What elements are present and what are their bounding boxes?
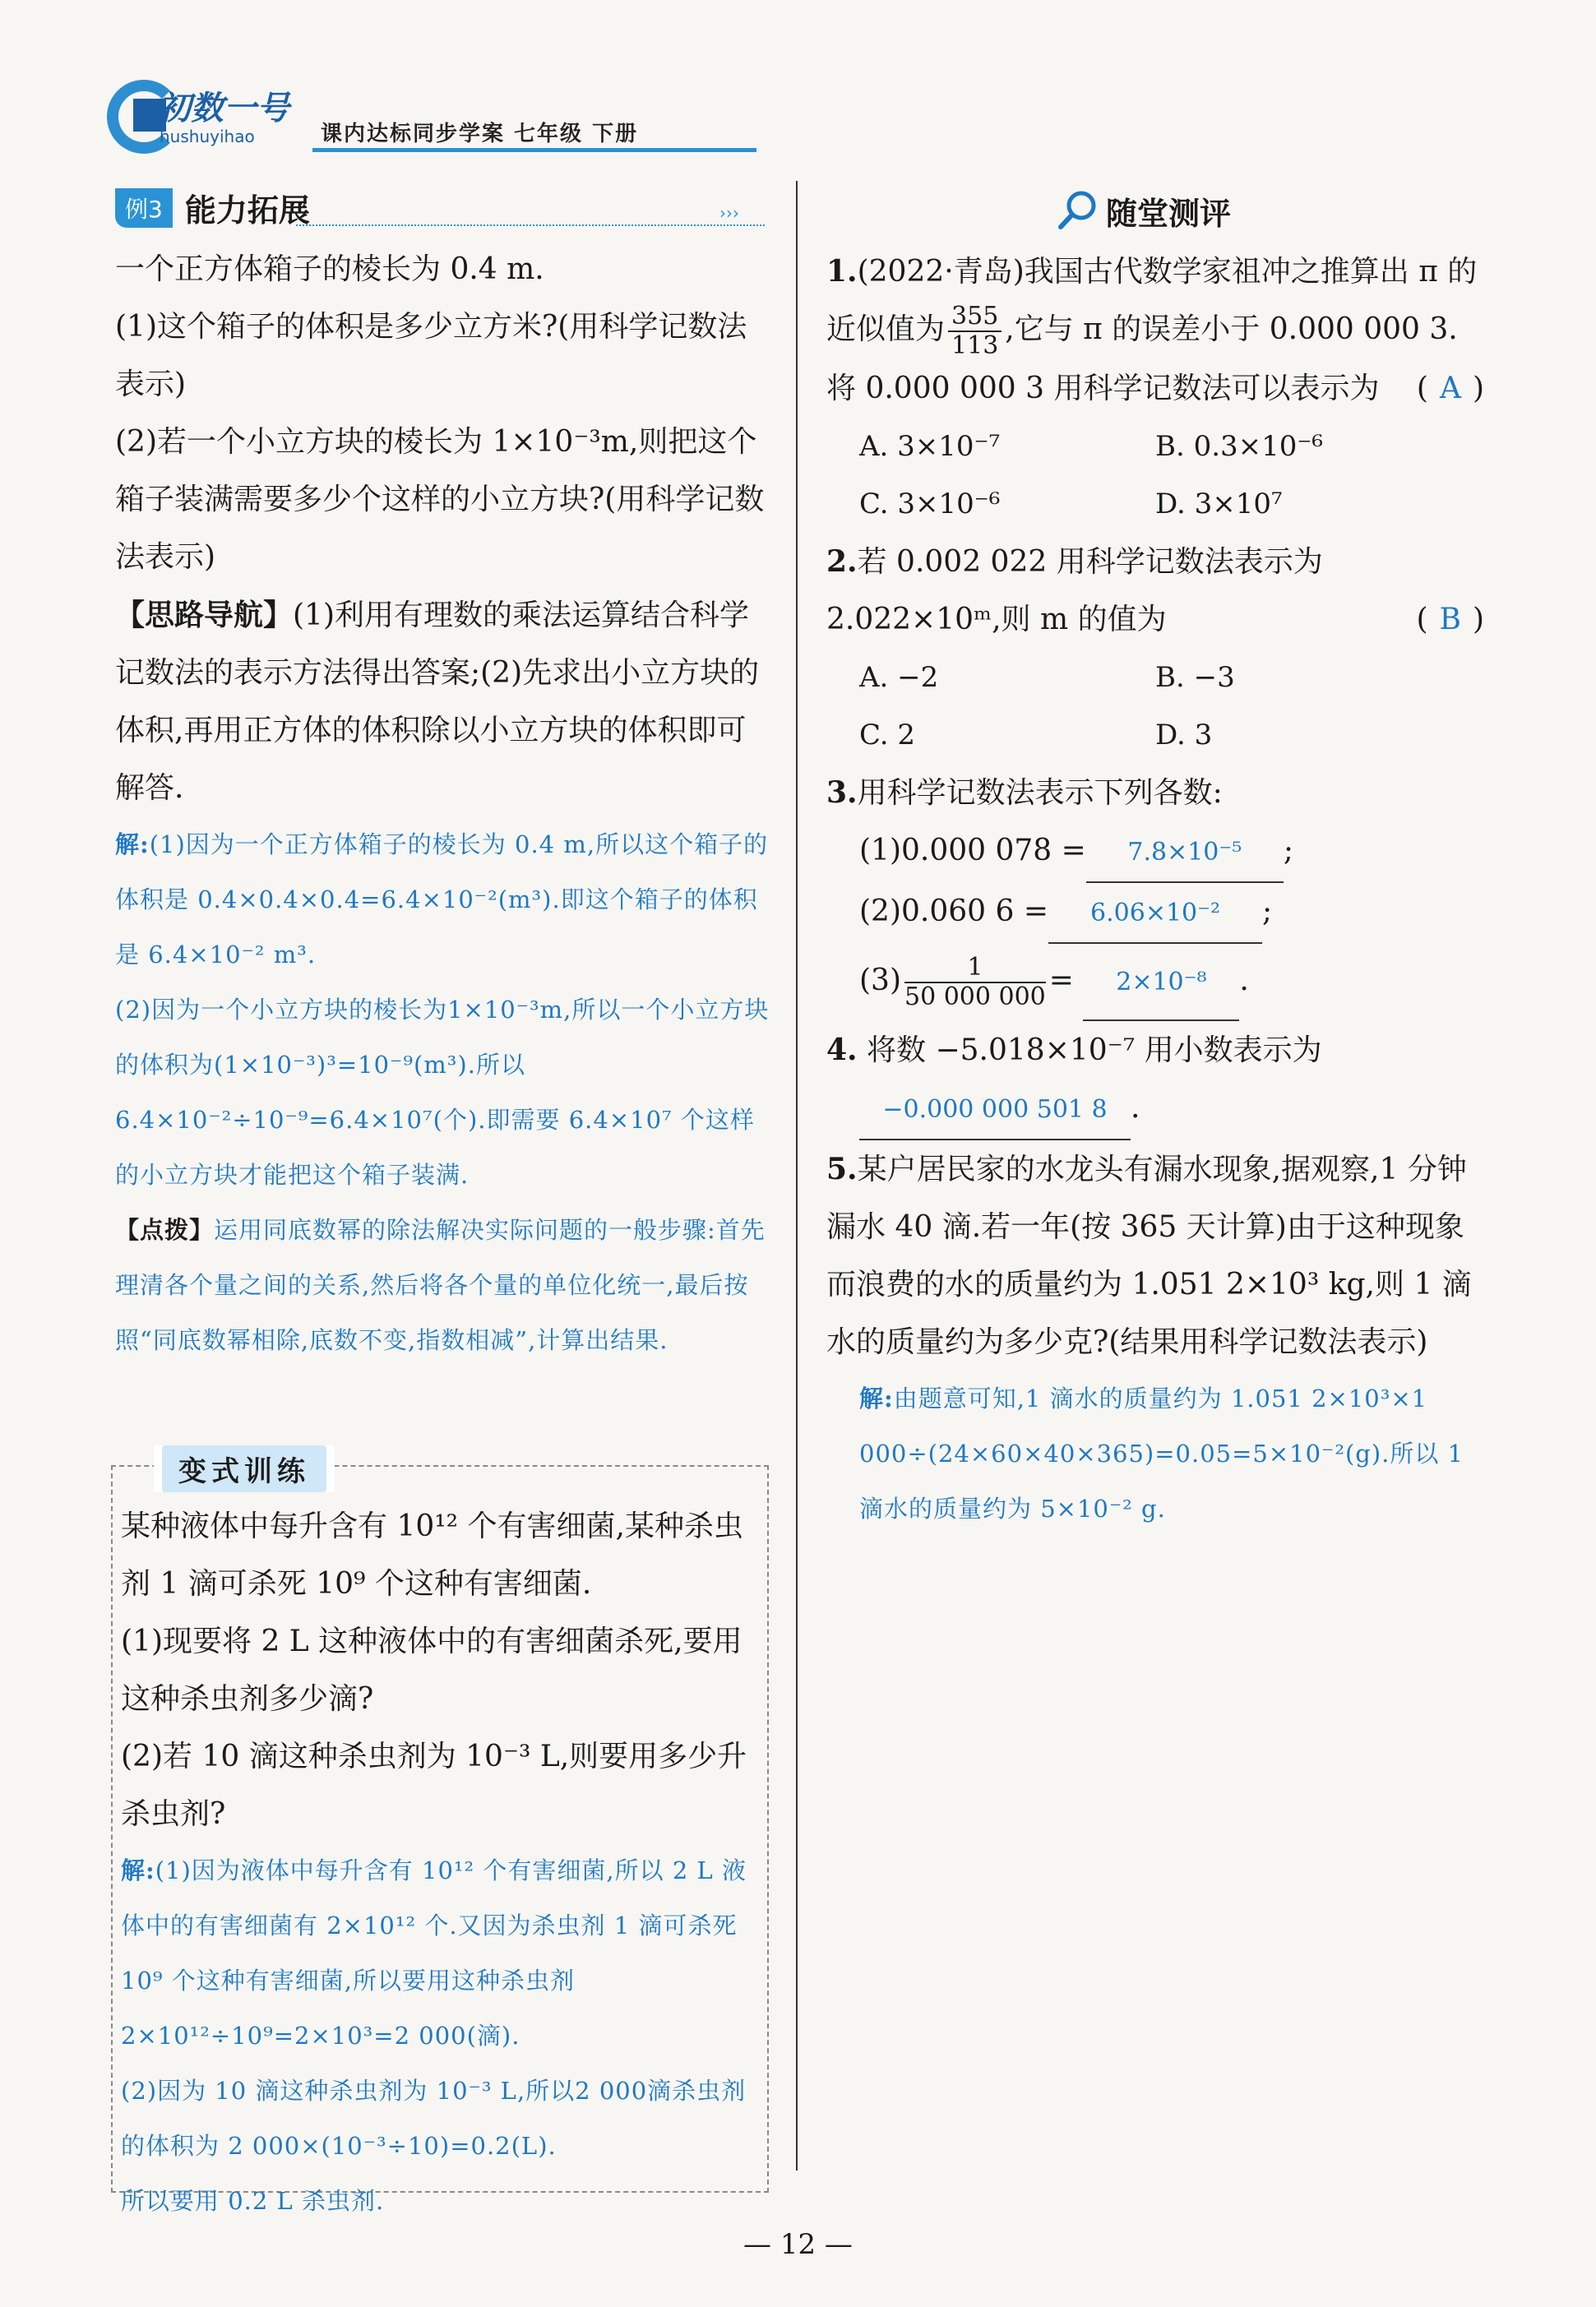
example-question-1: (1)这个箱子的体积是多少立方米?(用科学记数法表示)	[115, 310, 747, 401]
question-3-number: 3.	[826, 775, 858, 810]
question-1-text: (2022·青岛)我国古代数学家祖冲之推算出 π 的近似值为	[826, 255, 1478, 346]
q3-1-answer: 7.8×10⁻⁵	[1086, 824, 1284, 883]
question-1-number: 1.	[826, 254, 858, 289]
q3-3-denominator: 50 000 000	[904, 982, 1046, 1011]
option-d: D. 3	[1155, 719, 1213, 751]
fraction-denominator: 113	[951, 331, 999, 360]
guide-label: 【思路导航】	[115, 598, 294, 632]
brand-name: 初数一号	[158, 90, 289, 127]
variant-tag	[154, 1445, 335, 1492]
question-4-answer-line: −0.000 000 501 8 .	[826, 1080, 1484, 1140]
question-2-number: 2.	[826, 544, 858, 579]
question-4-number: 4.	[826, 1033, 858, 1067]
q3-1-label: (1)0.000 078 =	[859, 834, 1086, 867]
example-heading	[115, 185, 773, 236]
question-1-choice: ( A )	[1416, 372, 1484, 405]
question-5-number: 5.	[826, 1152, 858, 1186]
q3-3-fraction	[904, 954, 1046, 1011]
question-5-solution-label: 解:	[859, 1385, 894, 1412]
chevron-right-icon: ›››	[719, 203, 739, 223]
tip-text: 运用同底数幂的除法解决实际问题的一般步骤:首先理清各个量之间的关系,然后将各个量的单位化统一,最后按照“同底数幂相除,底数不变,指数相减”,计算出结果.	[115, 1216, 766, 1354]
quiz-heading	[826, 185, 1484, 243]
question-1-options	[826, 418, 1484, 475]
variant-stem: 某种液体中每升含有 10¹² 个有害细菌,某种杀虫剂 1 滴可杀死 10⁹ 个这种有害细菌.	[121, 1509, 744, 1601]
question-3	[826, 764, 1484, 822]
variant-solution-text-1: (1)因为液体中每升含有 10¹² 个有害细菌,所以 2 L 液体中的有害细菌有 2×10¹² 个.又因为杀虫剂 1 滴可杀死 10⁹ 个这种有害细菌,所以要用这种杀虫剂 2×10¹²÷10⁹=2×10³=2 000(滴).	[121, 1856, 747, 2050]
quiz-title: 随堂测评	[1106, 196, 1232, 232]
guide-text: (1)利用有理数的乘法运算结合科学记数法的表示方法得出答案;(2)先求出小立方块的体积,再用正方体的体积除以小立方块的体积即可解答.	[115, 599, 760, 805]
solution-part-2: (2)因为一个小立方块的棱长为1×10⁻³m,所以一个小立方块的体积为(1×10⁻³)³=10⁻⁹(m³).所以 6.4×10⁻²÷10⁻⁹=6.4×10⁷(个).即需要 6.4×10⁷ 个这样的小立方块才能把这个箱子装满.	[115, 996, 770, 1189]
q3-3-numerator: 1	[904, 954, 1046, 983]
variant-solution-label: 解:	[121, 1856, 155, 1884]
question-3-part-1: (1)0.000 078 = 7.8×10⁻⁵ ;	[826, 822, 1484, 883]
brand-pinyin: hushuyihao	[160, 127, 255, 146]
variant-content	[121, 1498, 762, 2229]
question-5	[826, 1140, 1484, 1371]
question-1-text-2: ,它与 π 的误差小于 0.000 000 3.将 0.000 000 3 用科学记数法可以表示为	[826, 312, 1458, 405]
variant-solution-1	[121, 1843, 762, 2064]
solution-text-1: (1)因为一个正方体箱子的棱长为 0.4 m,所以这个箱子的体积是 0.4×0.4×0.4=6.4×10⁻²(m³).即这个箱子的体积是 6.4×10⁻² m³.	[115, 830, 769, 969]
question-1-answer: A	[1439, 372, 1461, 405]
variant-tag-label: 变式训练	[162, 1445, 326, 1492]
tip-paragraph	[115, 1203, 773, 1368]
option-c: C. 3×10⁻⁶	[859, 488, 1001, 520]
question-4-answer: −0.000 000 501 8	[859, 1081, 1131, 1140]
left-column	[115, 185, 773, 1368]
question-2-choice: ( B )	[1416, 603, 1484, 636]
question-1	[826, 243, 1484, 418]
option-a: A. 3×10⁻⁷	[859, 430, 1001, 463]
guide-paragraph	[115, 586, 773, 817]
variant-solution-3: 所以要用 0.2 L 杀虫剂.	[121, 2187, 385, 2215]
q3-3-label: (3)	[859, 964, 901, 997]
option-d: D. 3×10⁷	[1155, 488, 1283, 520]
question-4	[826, 1021, 1484, 1080]
example-stem: 一个正方体箱子的棱长为 0.4 m.	[115, 252, 544, 286]
question-1-options-row-2	[826, 475, 1484, 533]
header	[107, 76, 666, 166]
variant-question-1: (1)现要将 2 L 这种液体中的有害细菌杀死,要用这种杀虫剂多少滴?	[121, 1625, 742, 1716]
option-a: A. −2	[859, 661, 939, 694]
option-c: C. 2	[859, 719, 916, 751]
variant-question-2: (2)若 10 滴这种杀虫剂为 10⁻³ L,则要用多少升杀虫剂?	[121, 1740, 747, 1831]
magnifier-icon	[1057, 189, 1098, 230]
example-question-2: (2)若一个小立方块的棱长为 1×10⁻³m,则把这个箱子装满需要多少个这样的小立方块?(用科学记数法表示)	[115, 425, 765, 574]
column-divider	[796, 181, 798, 2171]
question-5-solution	[826, 1371, 1484, 1537]
question-2-options	[826, 649, 1484, 706]
header-rule	[312, 148, 756, 152]
question-5-text: 某户居民家的水龙头有漏水现象,据观察,1 分钟漏水 40 滴.若一年(按 365 天计算)由于这种现象而浪费的水的质量约为 1.051 2×10³ kg,则 1 滴水的质量约为多少克?(结果用科学记数法表示)	[826, 1153, 1472, 1359]
book-subtitle: 课内达标同步学案 七年级 下册	[321, 122, 639, 146]
question-3-text: 用科学记数法表示下列各数:	[857, 776, 1223, 810]
question-5-solution-text: 由题意可知,1 滴水的质量约为 1.051 2×10³×1 000÷(24×60×40×365)=0.05=5×10⁻²(g).所以 1 滴水的质量约为 5×10⁻² g.	[859, 1385, 1464, 1523]
question-2-options-row-2	[826, 706, 1484, 764]
example-title: 能力拓展	[184, 192, 310, 229]
page-number: — 12 —	[743, 2228, 853, 2261]
option-b: B. 0.3×10⁻⁶	[1155, 430, 1323, 463]
variant-solution-2: (2)因为 10 滴这种杀虫剂为 10⁻³ L,所以2 000滴杀虫剂的体积为 2 000×(10⁻³÷10)=0.2(L).	[121, 2077, 747, 2160]
solution-part-1	[115, 817, 773, 982]
right-column	[826, 185, 1484, 1537]
question-2-answer: B	[1439, 603, 1461, 636]
fraction-numerator: 355	[948, 303, 1002, 332]
option-b: B. −3	[1155, 661, 1235, 694]
question-2	[826, 533, 1484, 649]
tip-label: 【点拨】	[115, 1216, 215, 1244]
pi-approx-fraction	[948, 303, 1002, 360]
variant-training-box	[111, 1455, 769, 2215]
question-4-text: 将数 −5.018×10⁻⁷ 用小数表示为	[867, 1033, 1322, 1067]
q3-2-label: (2)0.060 6 =	[859, 895, 1049, 928]
question-2-text: 若 0.002 022 用科学记数法表示为 2.022×10ᵐ,则 m 的值为	[826, 545, 1323, 636]
question-3-part-3: (3) $\frac{1}{50 000 000}$ = 2×10⁻⁸ .	[826, 944, 1484, 1021]
example-tag: 例3	[115, 188, 173, 228]
q3-2-answer: 6.06×10⁻²	[1048, 885, 1262, 944]
heading-rule	[296, 224, 765, 228]
question-3-part-2: (2)0.060 6 = 6.06×10⁻² ;	[826, 883, 1484, 944]
solution-label: 解:	[115, 830, 150, 858]
q3-3-answer: 2×10⁻⁸	[1083, 945, 1239, 1021]
